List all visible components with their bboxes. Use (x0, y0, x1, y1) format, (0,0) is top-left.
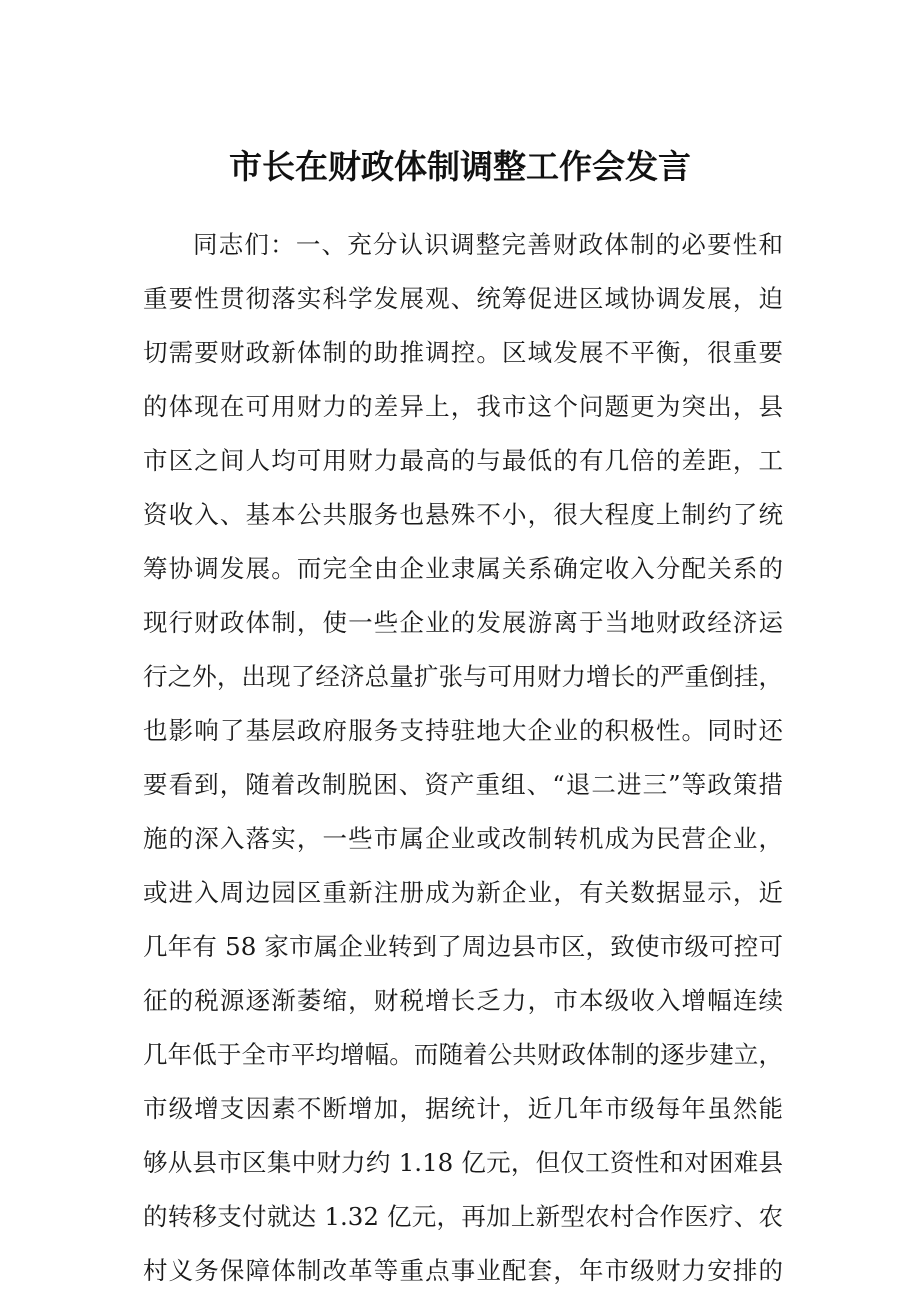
paragraph-line: 村义务保障体制改革等重点事业配套，年市级财力安排的 (143, 1256, 783, 1285)
paragraph-line: 施的深入落实，一些市属企业或改制转机成为民营企业， (143, 824, 783, 853)
paragraph-line: 或进入周边园区重新注册成为新企业，有关数据显示，近 (143, 878, 783, 907)
paragraph-line: 资收入、基本公共服务也悬殊不小，很大程度上制约了统 (143, 500, 783, 529)
paragraph-line: 重要性贯彻落实科学发展观、统筹促进区域协调发展，迫 (143, 284, 783, 313)
paragraph-line: 的转移支付就达 1.32 亿元，再加上新型农村合作医疗、农 (143, 1202, 783, 1231)
paragraph-line: 要看到，随着改制脱困、资产重组、“退二进三”等政策措 (143, 770, 783, 799)
paragraph-line: 几年有 58 家市属企业转到了周边县市区，致使市级可控可 (143, 932, 783, 961)
paragraph-line: 几年低于全市平均增幅。而随着公共财政体制的逐步建立， (143, 1040, 783, 1069)
paragraph-line: 市区之间人均可用财力最高的与最低的有几倍的差距，工 (143, 446, 783, 475)
paragraph-line: 的体现在可用财力的差异上，我市这个问题更为突出，县 (143, 392, 783, 421)
paragraph-line: 筹协调发展。而完全由企业隶属关系确定收入分配关系的 (143, 554, 783, 583)
paragraph-line: 切需要财政新体制的助推调控。区域发展不平衡，很重要 (143, 338, 783, 367)
paragraph-line: 同志们：一、充分认识调整完善财政体制的必要性和 (193, 230, 783, 259)
paragraph-line: 也影响了基层政府服务支持驻地大企业的积极性。同时还 (143, 716, 783, 745)
paragraph-line: 征的税源逐渐萎缩，财税增长乏力，市本级收入增幅连续 (143, 986, 783, 1015)
paragraph-line: 现行财政体制，使一些企业的发展游离于当地财政经济运 (143, 608, 783, 637)
paragraph-line: 够从县市区集中财力约 1.18 亿元，但仅工资性和对困难县 (143, 1148, 783, 1177)
document-title: 市长在财政体制调整工作会发言 (229, 147, 691, 186)
paragraph-line: 市级增支因素不断增加，据统计，近几年市级每年虽然能 (143, 1094, 783, 1123)
paragraph-line: 行之外，出现了经济总量扩张与可用财力增长的严重倒挂， (143, 662, 783, 691)
